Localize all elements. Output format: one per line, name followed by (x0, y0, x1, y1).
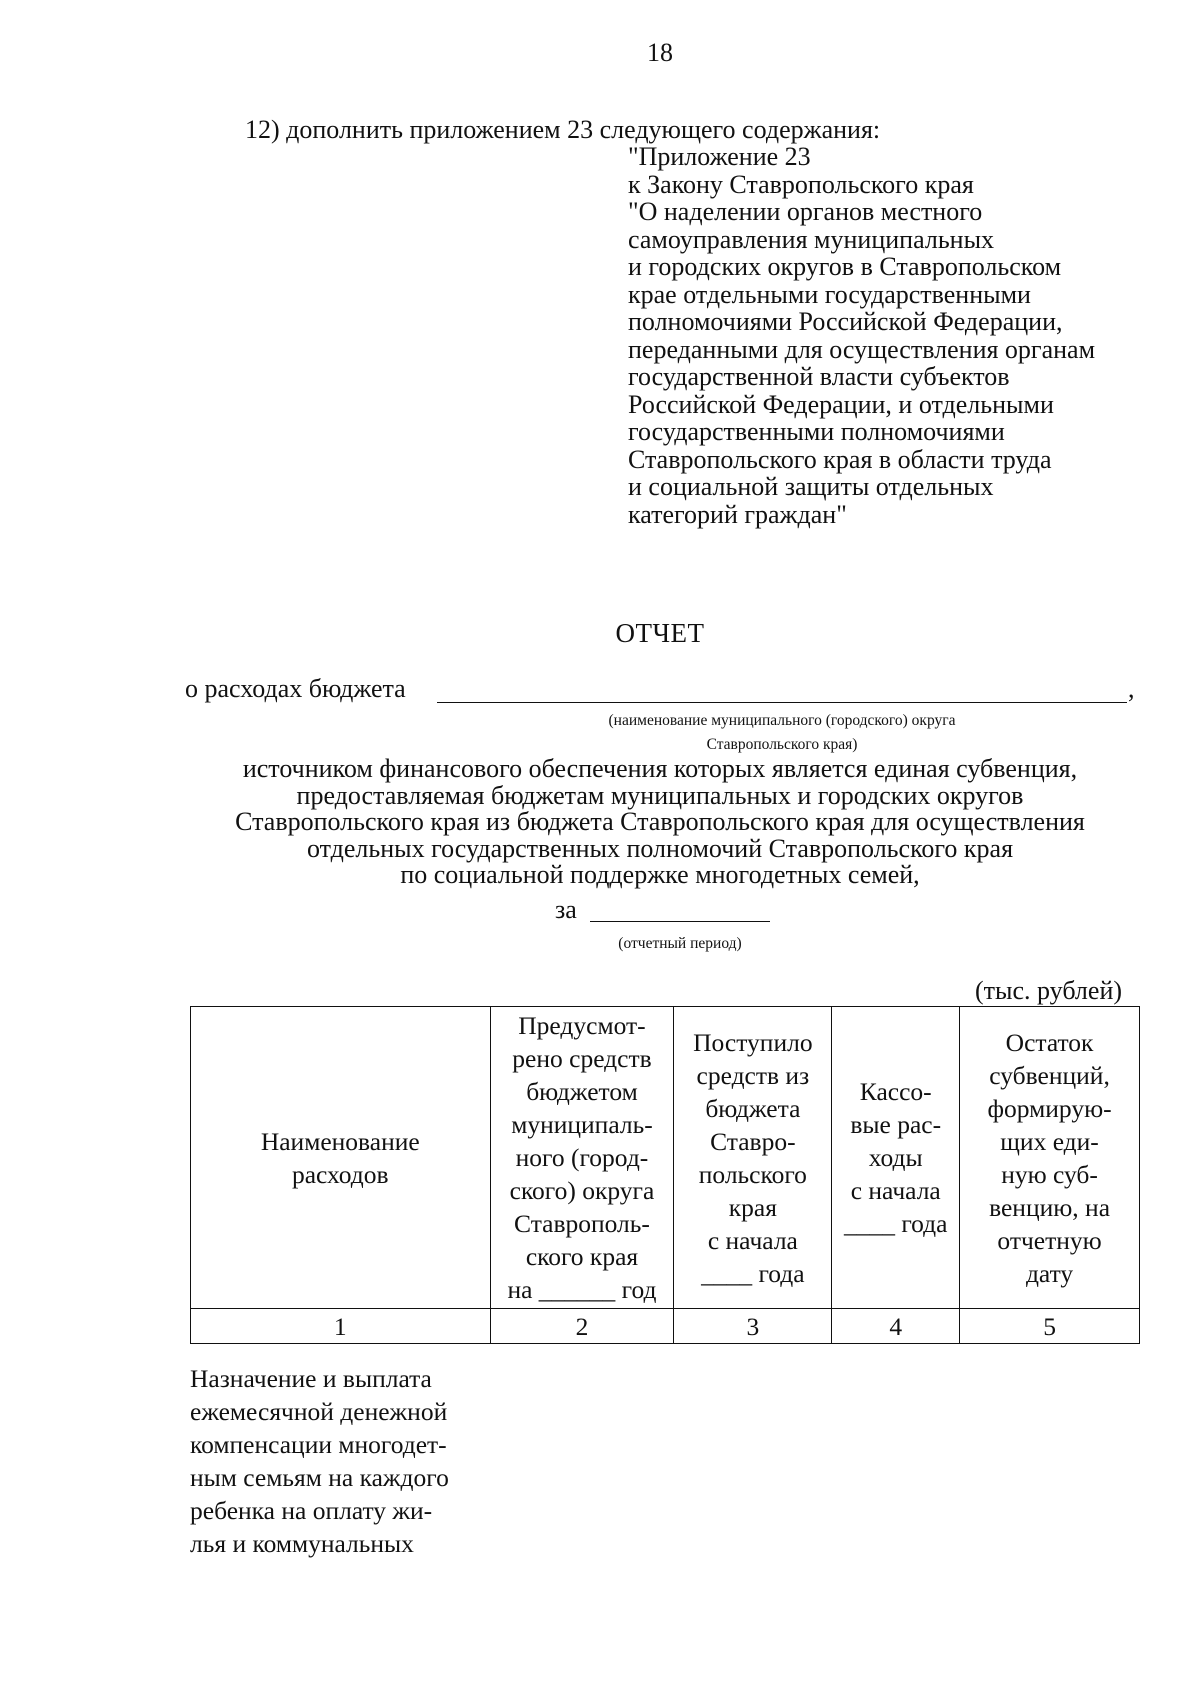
column-number: 2 (490, 1309, 674, 1344)
period-caption: (отчетный период) (618, 935, 742, 952)
budget-name-blank (437, 674, 1127, 703)
column-number: 4 (832, 1309, 960, 1344)
table-column-numbers-row (191, 1309, 1140, 1344)
appendix-header-line: полномочиями Российской Федерации, (628, 307, 1063, 336)
funding-source-line: предоставляемая бюджетам муниципальных и городских округов (296, 780, 1024, 810)
appendix-header-line: категорий граждан" (628, 499, 847, 529)
funding-source-line: Ставропольского края из бюджета Ставропольского края для осуществления (235, 807, 1085, 836)
period-prefix: за (555, 895, 577, 924)
header-subvention-balance: Остаток субвенций, формирую- щих еди- ную суб- венцию, на отчетную дату (960, 1007, 1140, 1309)
header-cash-expenses: Кассо- вые рас- ходы с начала ____ года (832, 1007, 960, 1309)
header-received-funds: Поступило средств из бюджета Ставро- польского края с начала ____ года (674, 1007, 832, 1309)
appendix-header-line: крае отдельными государственными (628, 279, 1031, 309)
funding-source-line: источником финансового обеспечения которых является единая субвенция, (242, 754, 1078, 783)
appendix-header-line: и городских округов в Ставропольском (628, 252, 1062, 281)
appendix-header-line: и социальной защиты отдельных (628, 472, 994, 501)
appendix-header-line: "Приложение 23 (628, 142, 811, 171)
budget-caption-line: (наименование муниципального (городского) округа (608, 712, 956, 729)
header-expense-name: Наименование расходов (191, 1007, 491, 1309)
amendment-item-text: 12) дополнить приложением 23 следующего содержания: (245, 115, 881, 144)
appendix-header-line: переданными для осуществления органам (628, 334, 1096, 364)
appendix-header-line: к Закону Ставропольского края (628, 169, 974, 199)
appendix-header-line: самоуправления муниципальных (628, 224, 995, 254)
budget-caption-line: Ставропольского края) (706, 736, 858, 753)
period-blank (590, 895, 770, 922)
column-number: 3 (674, 1309, 832, 1344)
funding-source-text (160, 756, 1160, 889)
funding-source-line: отдельных государственных полномочий Ставропольского края (306, 833, 1014, 863)
appendix-header (628, 143, 1095, 528)
column-number: 5 (960, 1309, 1140, 1344)
budget-caption (437, 712, 1127, 754)
expense-row-label: Назначение и выплата ежемесячной денежной компенсации многодет- ным семьям на каждого ребенка на оплату жи- лья и коммунальных (190, 1364, 449, 1558)
budget-suffix: , (1128, 674, 1135, 703)
appendix-header-line: Ставропольского края в области труда (628, 444, 1052, 474)
report-title: ОТЧЕТ (615, 618, 705, 648)
budget-prefix: о расходах бюджета (185, 674, 406, 703)
budget-line (185, 674, 406, 704)
units-label: (тыс. рублей) (975, 976, 1123, 1005)
appendix-header-line: Российской Федерации, и отдельными (628, 389, 1054, 419)
appendix-header-line: государственными полномочиями (628, 417, 1005, 446)
column-number: 1 (191, 1309, 491, 1344)
funding-source-line: по социальной поддержке многодетных семей, (400, 860, 920, 889)
header-planned-funds: Предусмот- рено средств бюджетом муниципаль- ного (город- ского) округа Ставрополь- ского края на ______ год (490, 1007, 674, 1309)
appendix-header-line: государственной власти субъектов (628, 362, 1010, 391)
appendix-header-line: "О наделении органов местного (628, 197, 983, 226)
table-header-row (191, 1007, 1140, 1309)
page-number: 18 (647, 38, 673, 67)
report-table (190, 1006, 1140, 1344)
